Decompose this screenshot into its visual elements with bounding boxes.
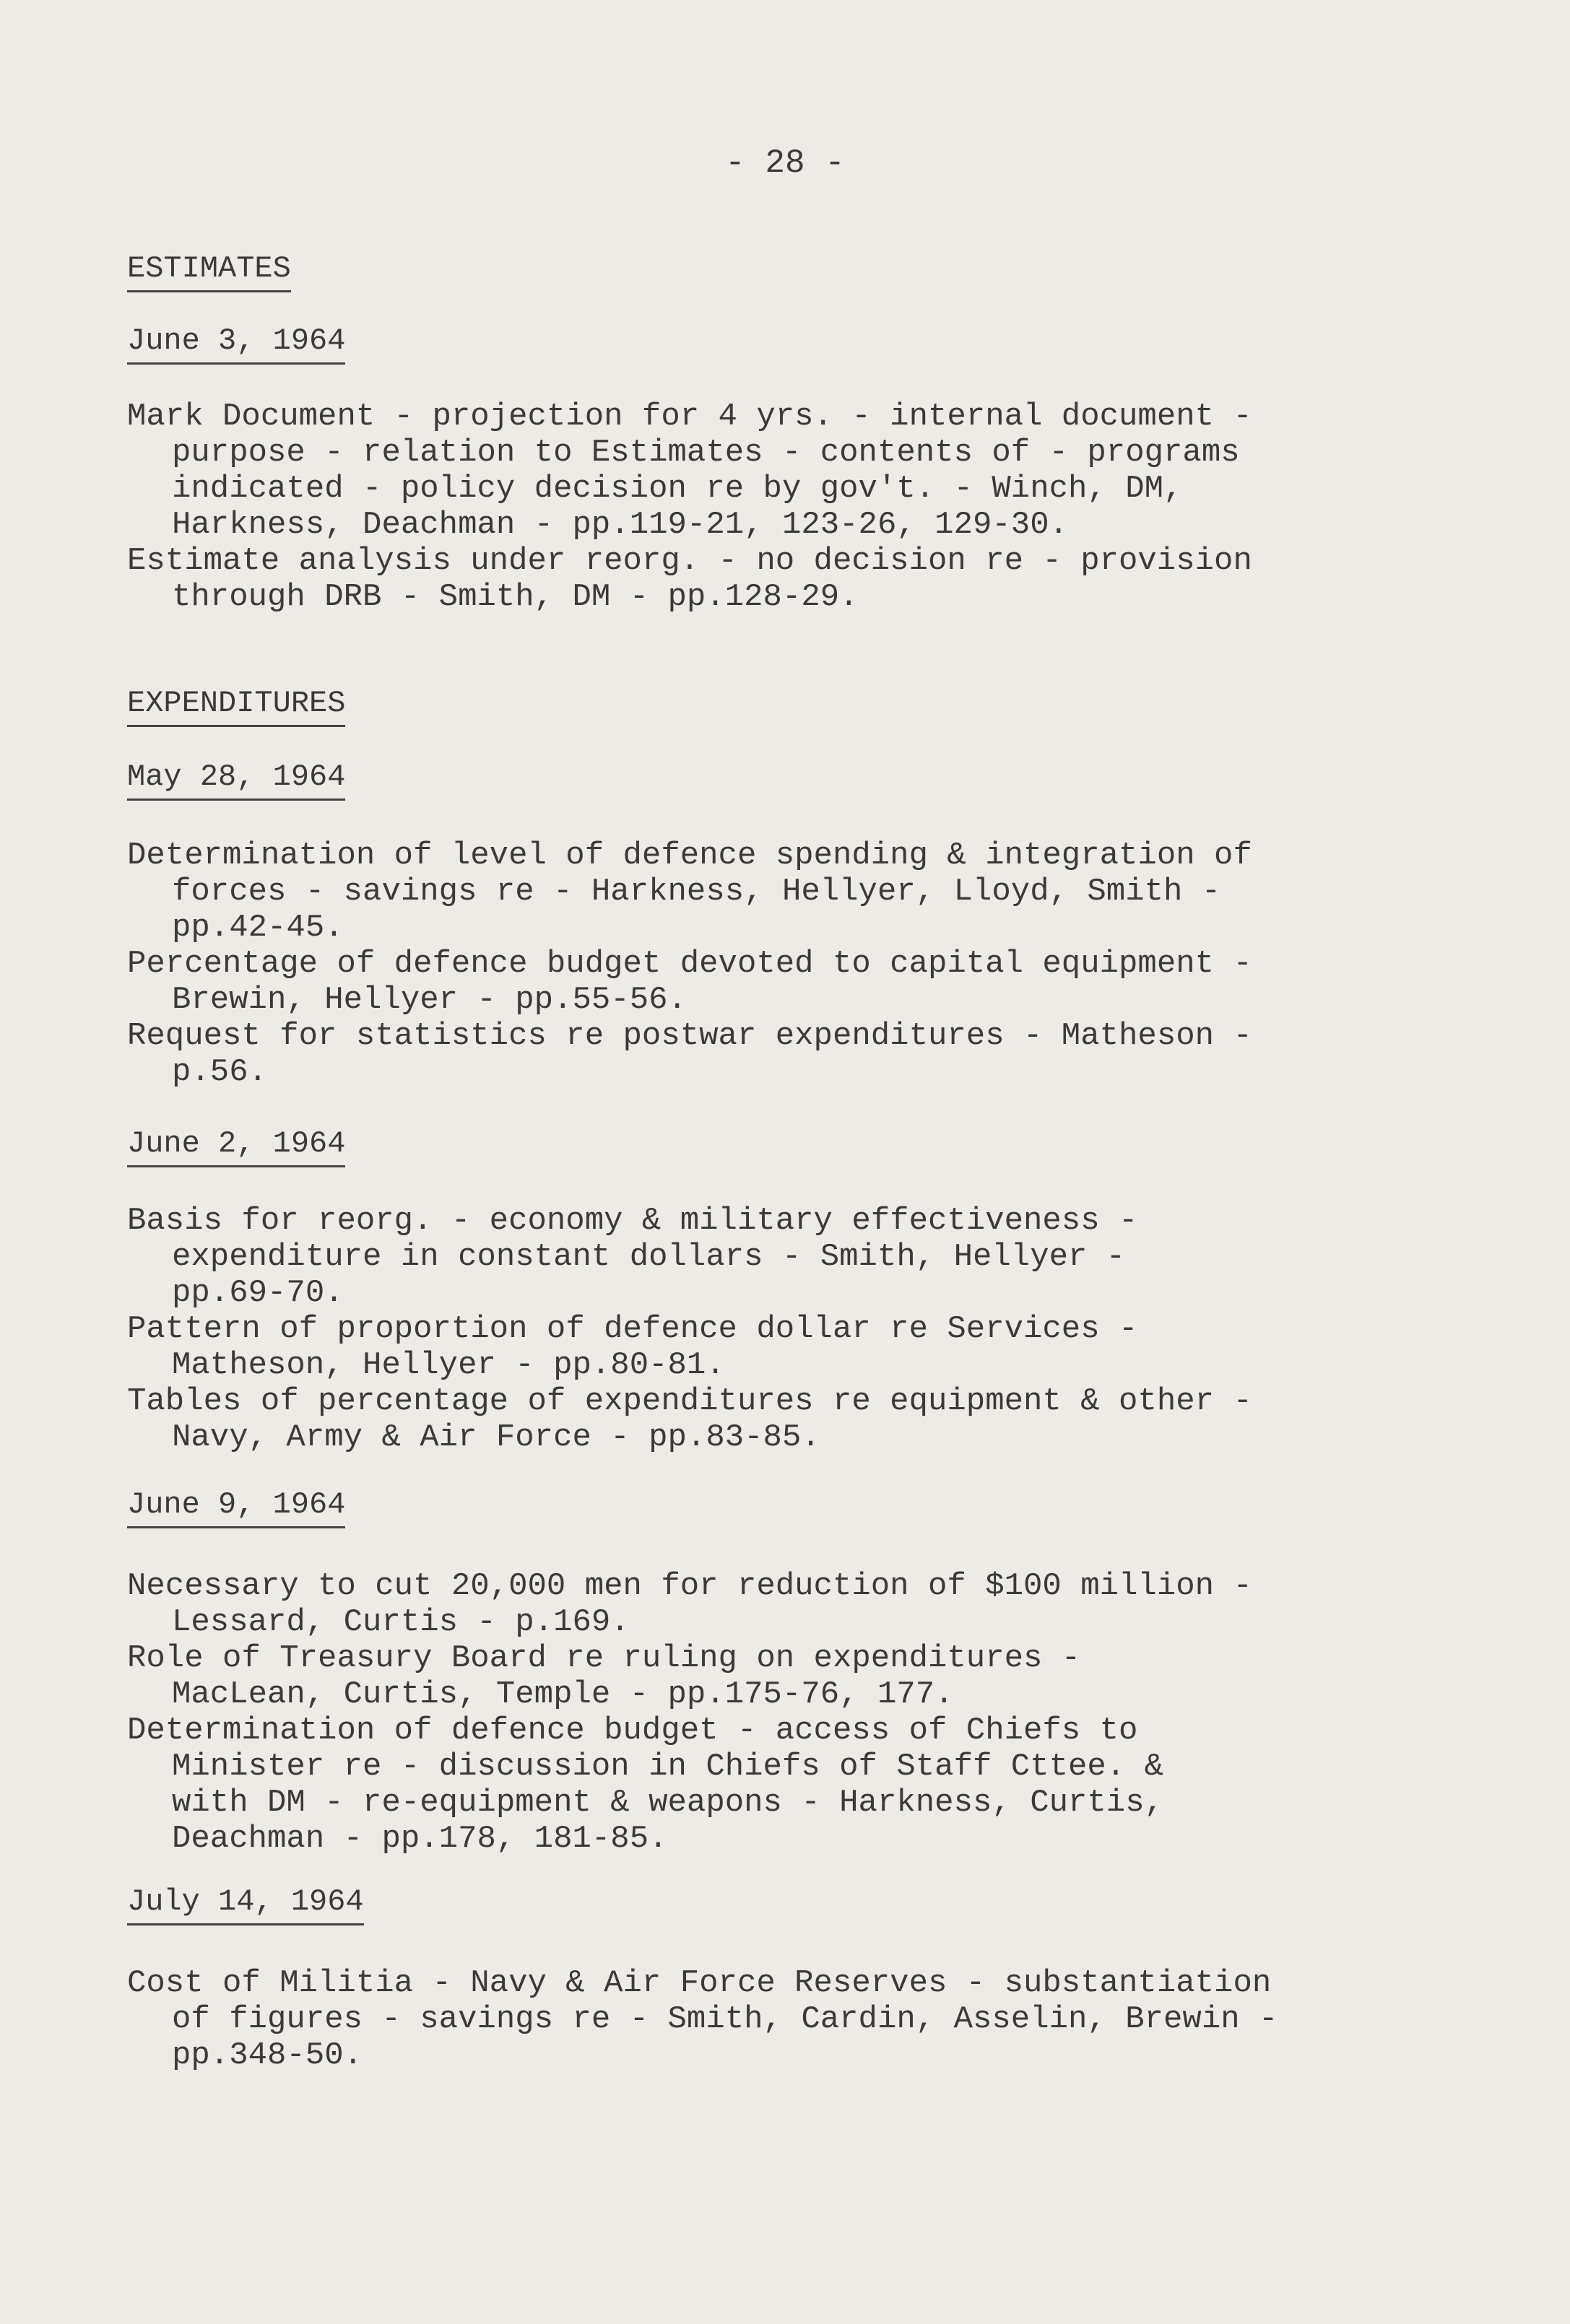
index-entry: Role of Treasury Board re ruling on expenditures - MacLean, Curtis, Temple - pp.175-76, 177. — [127, 1640, 1081, 1712]
index-entry: Determination of level of defence spending & integration of forces - savings re - Harkness, Hellyer, Lloyd, Smith - pp.42-45. — [127, 837, 1252, 946]
index-entry: Mark Document - projection for 4 yrs. - internal document - purpose - relation to Estimates - contents of - programs indicated - policy decision re by gov't. - Winch, DM, Harkness, Deachman - pp.119-21, 123-26, 129-30. — [127, 399, 1252, 543]
index-entry: Necessary to cut 20,000 men for reduction of $100 million - Lessard, Curtis - p.169. — [127, 1568, 1252, 1640]
date-heading: June 9, 1964 — [127, 1487, 345, 1528]
section-heading-estimates: ESTIMATES — [127, 251, 291, 292]
index-entry: Basis for reorg. - economy & military effectiveness - expenditure in constant dollars - Smith, Hellyer - pp.69-70. — [127, 1203, 1138, 1311]
page-number: - 28 - — [725, 144, 845, 182]
index-entry: Request for statistics re postwar expenditures - Matheson - p.56. — [127, 1018, 1252, 1090]
index-entry: Tables of percentage of expenditures re equipment & other - Navy, Army & Air Force - pp.83-85. — [127, 1383, 1252, 1455]
index-entry: Determination of defence budget - access of Chiefs to Minister re - discussion in Chiefs of Staff Cttee. & with DM - re-equipment & weapons - Harkness, Curtis, Deachman - pp.178, 181-85. — [127, 1712, 1164, 1857]
date-heading: July 14, 1964 — [127, 1884, 364, 1925]
section-heading-expenditures: EXPENDITURES — [127, 686, 345, 727]
date-heading: June 3, 1964 — [127, 323, 345, 365]
index-entry: Estimate analysis under reorg. - no decision re - provision through DRB - Smith, DM - pp.128-29. — [127, 543, 1252, 615]
index-entry: Pattern of proportion of defence dollar re Services - Matheson, Hellyer - pp.80-81. — [127, 1311, 1138, 1383]
index-entry: Cost of Militia - Navy & Air Force Reserves - substantiation of figures - savings re - Smith, Cardin, Asselin, Brewin - pp.348-50. — [127, 1965, 1278, 2073]
date-heading: June 2, 1964 — [127, 1126, 345, 1167]
date-heading: May 28, 1964 — [127, 760, 345, 801]
index-entry: Percentage of defence budget devoted to capital equipment - Brewin, Hellyer - pp.55-56. — [127, 946, 1252, 1018]
